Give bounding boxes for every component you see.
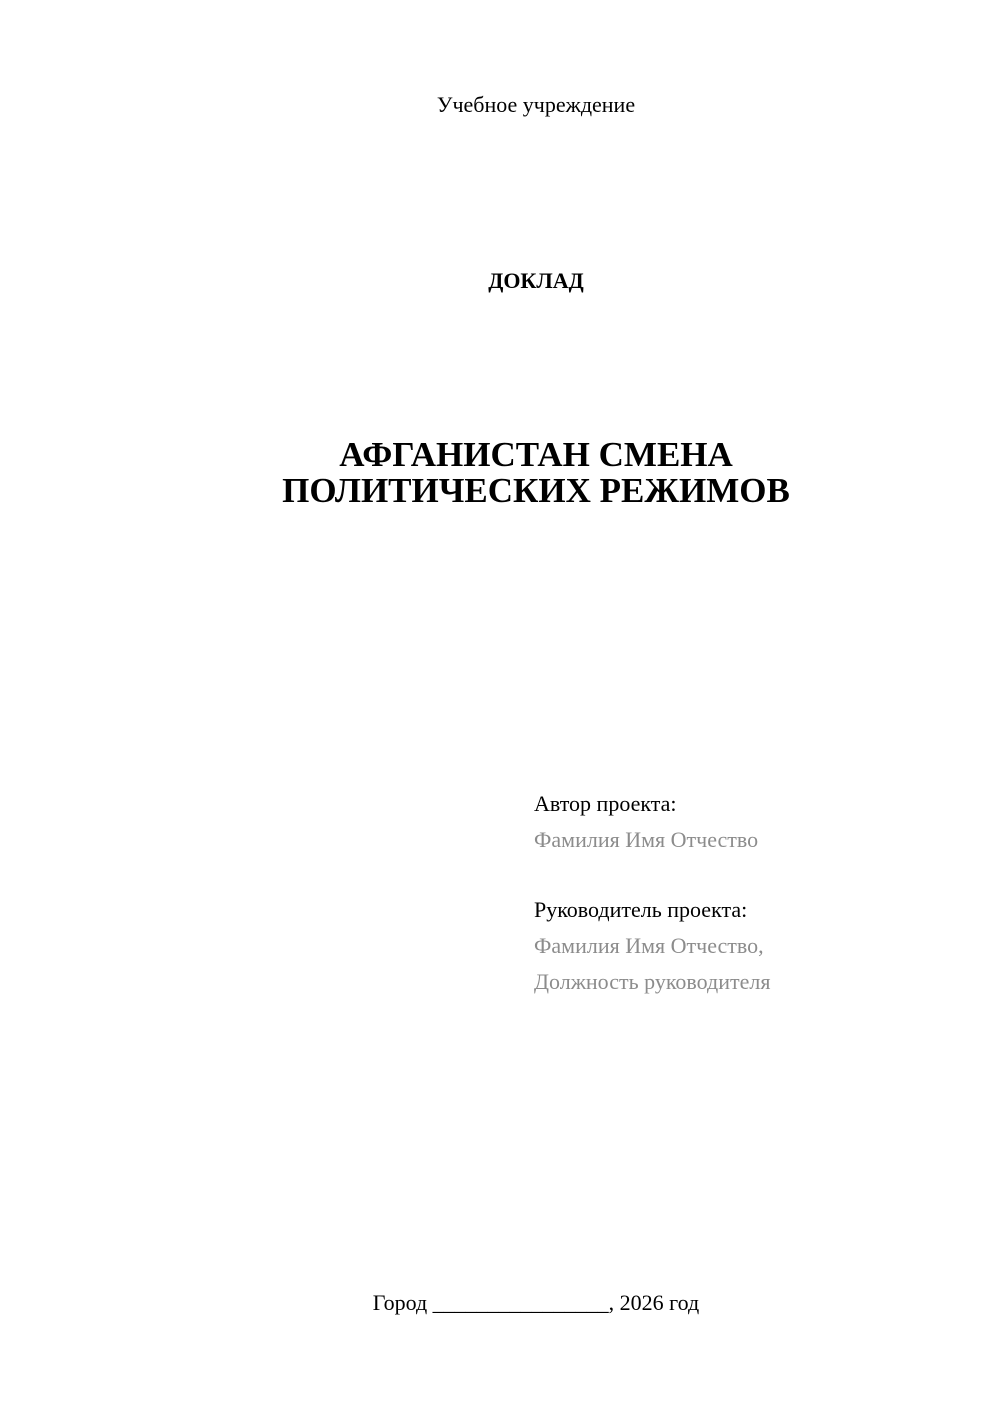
supervisor-block (534, 892, 770, 1000)
author-label: Автор проекта: (534, 791, 677, 816)
author-name: Фамилия Имя Отчество (534, 827, 759, 852)
supervisor-position: Должность руководителя (534, 969, 771, 994)
title-line-1: АФГАНИСТАН СМЕНА (339, 435, 733, 474)
supervisor-name: Фамилия Имя Отчество, (534, 933, 764, 958)
supervisor-label: Руководитель проекта: (534, 897, 748, 922)
author-block (534, 786, 758, 858)
institution-name: Учебное учреждение (436, 92, 636, 117)
document-title (0, 437, 1000, 509)
title-line-2: ПОЛИТИЧЕСКИХ РЕЖИМОВ (282, 471, 790, 510)
city-year-line: Город ________________, 2026 год (372, 1290, 700, 1315)
document-type: ДОКЛАД (488, 268, 584, 293)
